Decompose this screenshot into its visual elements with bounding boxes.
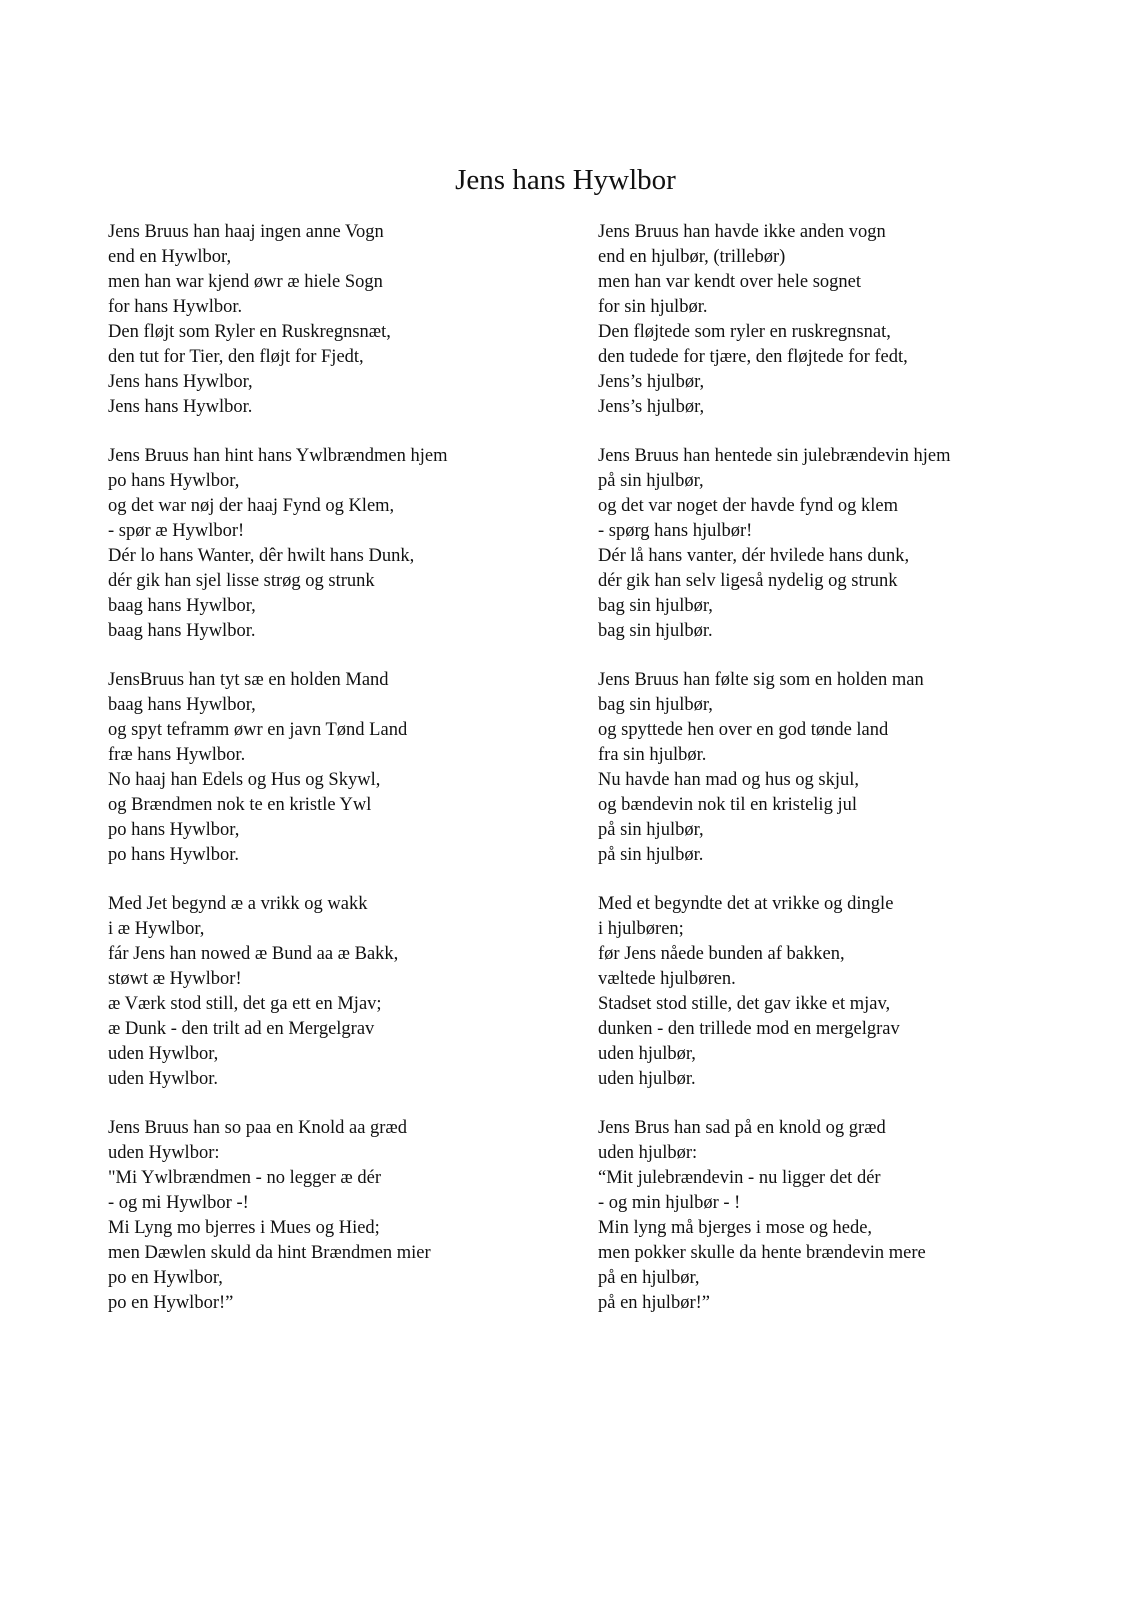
verse-line: men han war kjend øwr æ hiele Sogn [108, 272, 383, 292]
verse-line: Den fløjt som Ryler en Ruskregnsnæt, [108, 322, 391, 342]
verse-line: - spør æ Hywlbor! [108, 521, 245, 541]
danish-stanza-2 [598, 444, 1098, 644]
verse-line: på sin hjulbør, [598, 820, 704, 840]
danish-stanza-5 [598, 1116, 1098, 1316]
verse-line: uden Hywlbor: [108, 1143, 220, 1163]
verse-line: uden hjulbør: [598, 1143, 698, 1163]
verse-line: uden Hywlbor, [108, 1044, 219, 1064]
verse-line: på en hjulbør, [598, 1268, 700, 1288]
dialect-stanza-5 [108, 1116, 578, 1316]
verse-line: men Dæwlen skuld da hint Brændmen mier [108, 1243, 431, 1263]
verse-line: Jens Bruus han haaj ingen anne Vogn [108, 222, 384, 242]
dialect-stanza-3 [108, 668, 578, 868]
verse-line: baag hans Hywlbor, [108, 695, 256, 715]
dialect-stanza-1 [108, 220, 578, 420]
verse-line: Nu havde han mad og hus og skjul, [598, 770, 860, 790]
verse-line: og bændevin nok til en kristelig jul [598, 795, 857, 815]
dialect-column [108, 220, 578, 1340]
danish-stanza-3 [598, 668, 1098, 868]
danish-stanza-4 [598, 892, 1098, 1092]
verse-line: baag hans Hywlbor, [108, 596, 256, 616]
verse-line: fræ hans Hywlbor. [108, 745, 246, 765]
verse-line: dunken - den trillede mod en mergelgrav [598, 1019, 900, 1039]
verse-line: før Jens nåede bunden af bakken, [598, 944, 845, 964]
verse-line: Jens hans Hywlbor, [108, 372, 253, 392]
dialect-stanza-4 [108, 892, 578, 1092]
verse-line: uden hjulbør. [598, 1069, 696, 1089]
verse-line: uden hjulbør, [598, 1044, 696, 1064]
verse-line: fra sin hjulbør. [598, 745, 707, 765]
verse-line: Jens Bruus han hint hans Ywlbrændmen hjem [108, 446, 448, 466]
verse-line: i æ Hywlbor, [108, 919, 205, 939]
verse-line: støwt æ Hywlbor! [108, 969, 242, 989]
verse-line: - spørg hans hjulbør! [598, 521, 753, 541]
verse-line: og det war nøj der haaj Fynd og Klem, [108, 496, 395, 516]
verse-line: Jens Bruus han havde ikke anden vogn [598, 222, 886, 242]
verse-line: i hjulbøren; [598, 919, 684, 939]
verse-line: og Brændmen nok te en kristle Ywl [108, 795, 372, 815]
verse-line: Min lyng må bjerges i mose og hede, [598, 1218, 873, 1238]
verse-line: Mi Lyng mo bjerres i Mues og Hied; [108, 1218, 380, 1238]
verse-line: dér gik han sjel lisse strøg og strunk [108, 571, 375, 591]
verse-line: Dér lo hans Wanter, dêr hwilt hans Dunk, [108, 546, 415, 566]
verse-line: og det var noget der havde fynd og klem [598, 496, 899, 516]
verse-line: baag hans Hywlbor. [108, 621, 256, 641]
verse-line: po hans Hywlbor. [108, 845, 240, 865]
verse-line: Jens’s hjulbør, [598, 372, 705, 392]
verse-line: Jens Brus han sad på en knold og græd [598, 1118, 886, 1138]
verse-line: Med et begyndte det at vrikke og dingle [598, 894, 894, 914]
verse-line: Jens hans Hywlbor. [108, 397, 253, 417]
verse-line: dér gik han selv ligeså nydelig og strunk [598, 571, 898, 591]
danish-column [598, 220, 1098, 1340]
verse-line: Dér lå hans vanter, dér hvilede hans dunk, [598, 546, 910, 566]
verse-line: uden Hywlbor. [108, 1069, 218, 1089]
verse-line: men pokker skulle da hente brændevin mere [598, 1243, 926, 1263]
verse-line: "Mi Ywlbrændmen - no legger æ dér [108, 1168, 382, 1188]
verse-line: po en Hywlbor!” [108, 1293, 234, 1313]
verse-line: po en Hywlbor, [108, 1268, 223, 1288]
verse-line: for hans Hywlbor. [108, 297, 243, 317]
verse-line: på en hjulbør!” [598, 1293, 710, 1313]
verse-line: på sin hjulbør, [598, 471, 704, 491]
verse-line: bag sin hjulbør, [598, 695, 713, 715]
verse-line: No haaj han Edels og Hus og Skywl, [108, 770, 381, 790]
verse-line: - og min hjulbør - ! [598, 1193, 741, 1213]
verse-line: “Mit julebrændevin - nu ligger det dér [598, 1168, 881, 1188]
verse-line: fár Jens han nowed æ Bund aa æ Bakk, [108, 944, 399, 964]
verse-line: Jens Bruus han hentede sin julebrændevin hjem [598, 446, 951, 466]
verse-line: Den fløjtede som ryler en ruskregnsnat, [598, 322, 891, 342]
verse-line: po hans Hywlbor, [108, 820, 240, 840]
verse-line: æ Dunk - den trilt ad en Mergelgrav [108, 1019, 375, 1039]
verse-line: og spyttede hen over en god tønde land [598, 720, 889, 740]
verse-line: JensBruus han tyt sæ en holden Mand [108, 670, 389, 690]
verse-line: Med Jet begynd æ a vrikk og wakk [108, 894, 368, 914]
verse-line: end en hjulbør, (trillebør) [598, 247, 786, 267]
verse-line: og spyt teframm øwr en javn Tønd Land [108, 720, 408, 740]
poem-title: Jens hans Hywlbor [455, 164, 676, 196]
verse-line: væltede hjulbøren. [598, 969, 736, 989]
verse-line: for sin hjulbør. [598, 297, 708, 317]
dialect-stanza-2 [108, 444, 578, 644]
verse-line: men han var kendt over hele sognet [598, 272, 862, 292]
verse-line: bag sin hjulbør. [598, 621, 713, 641]
verse-line: på sin hjulbør. [598, 845, 704, 865]
verse-line: den tut for Tier, den fløjt for Fjedt, [108, 347, 364, 367]
verse-line: bag sin hjulbør, [598, 596, 713, 616]
verse-line: po hans Hywlbor, [108, 471, 240, 491]
verse-line: æ Værk stod still, det ga ett en Mjav; [108, 994, 382, 1014]
verse-line: - og mi Hywlbor -! [108, 1193, 249, 1213]
verse-line: den tudede for tjære, den fløjtede for fedt, [598, 347, 908, 367]
verse-line: Jens’s hjulbør, [598, 397, 705, 417]
verse-line: Jens Bruus han følte sig som en holden man [598, 670, 924, 690]
verse-line: end en Hywlbor, [108, 247, 232, 267]
danish-stanza-1 [598, 220, 1098, 420]
verse-line: Stadset stod stille, det gav ikke et mjav, [598, 994, 891, 1014]
verse-line: Jens Bruus han so paa en Knold aa græd [108, 1118, 408, 1138]
